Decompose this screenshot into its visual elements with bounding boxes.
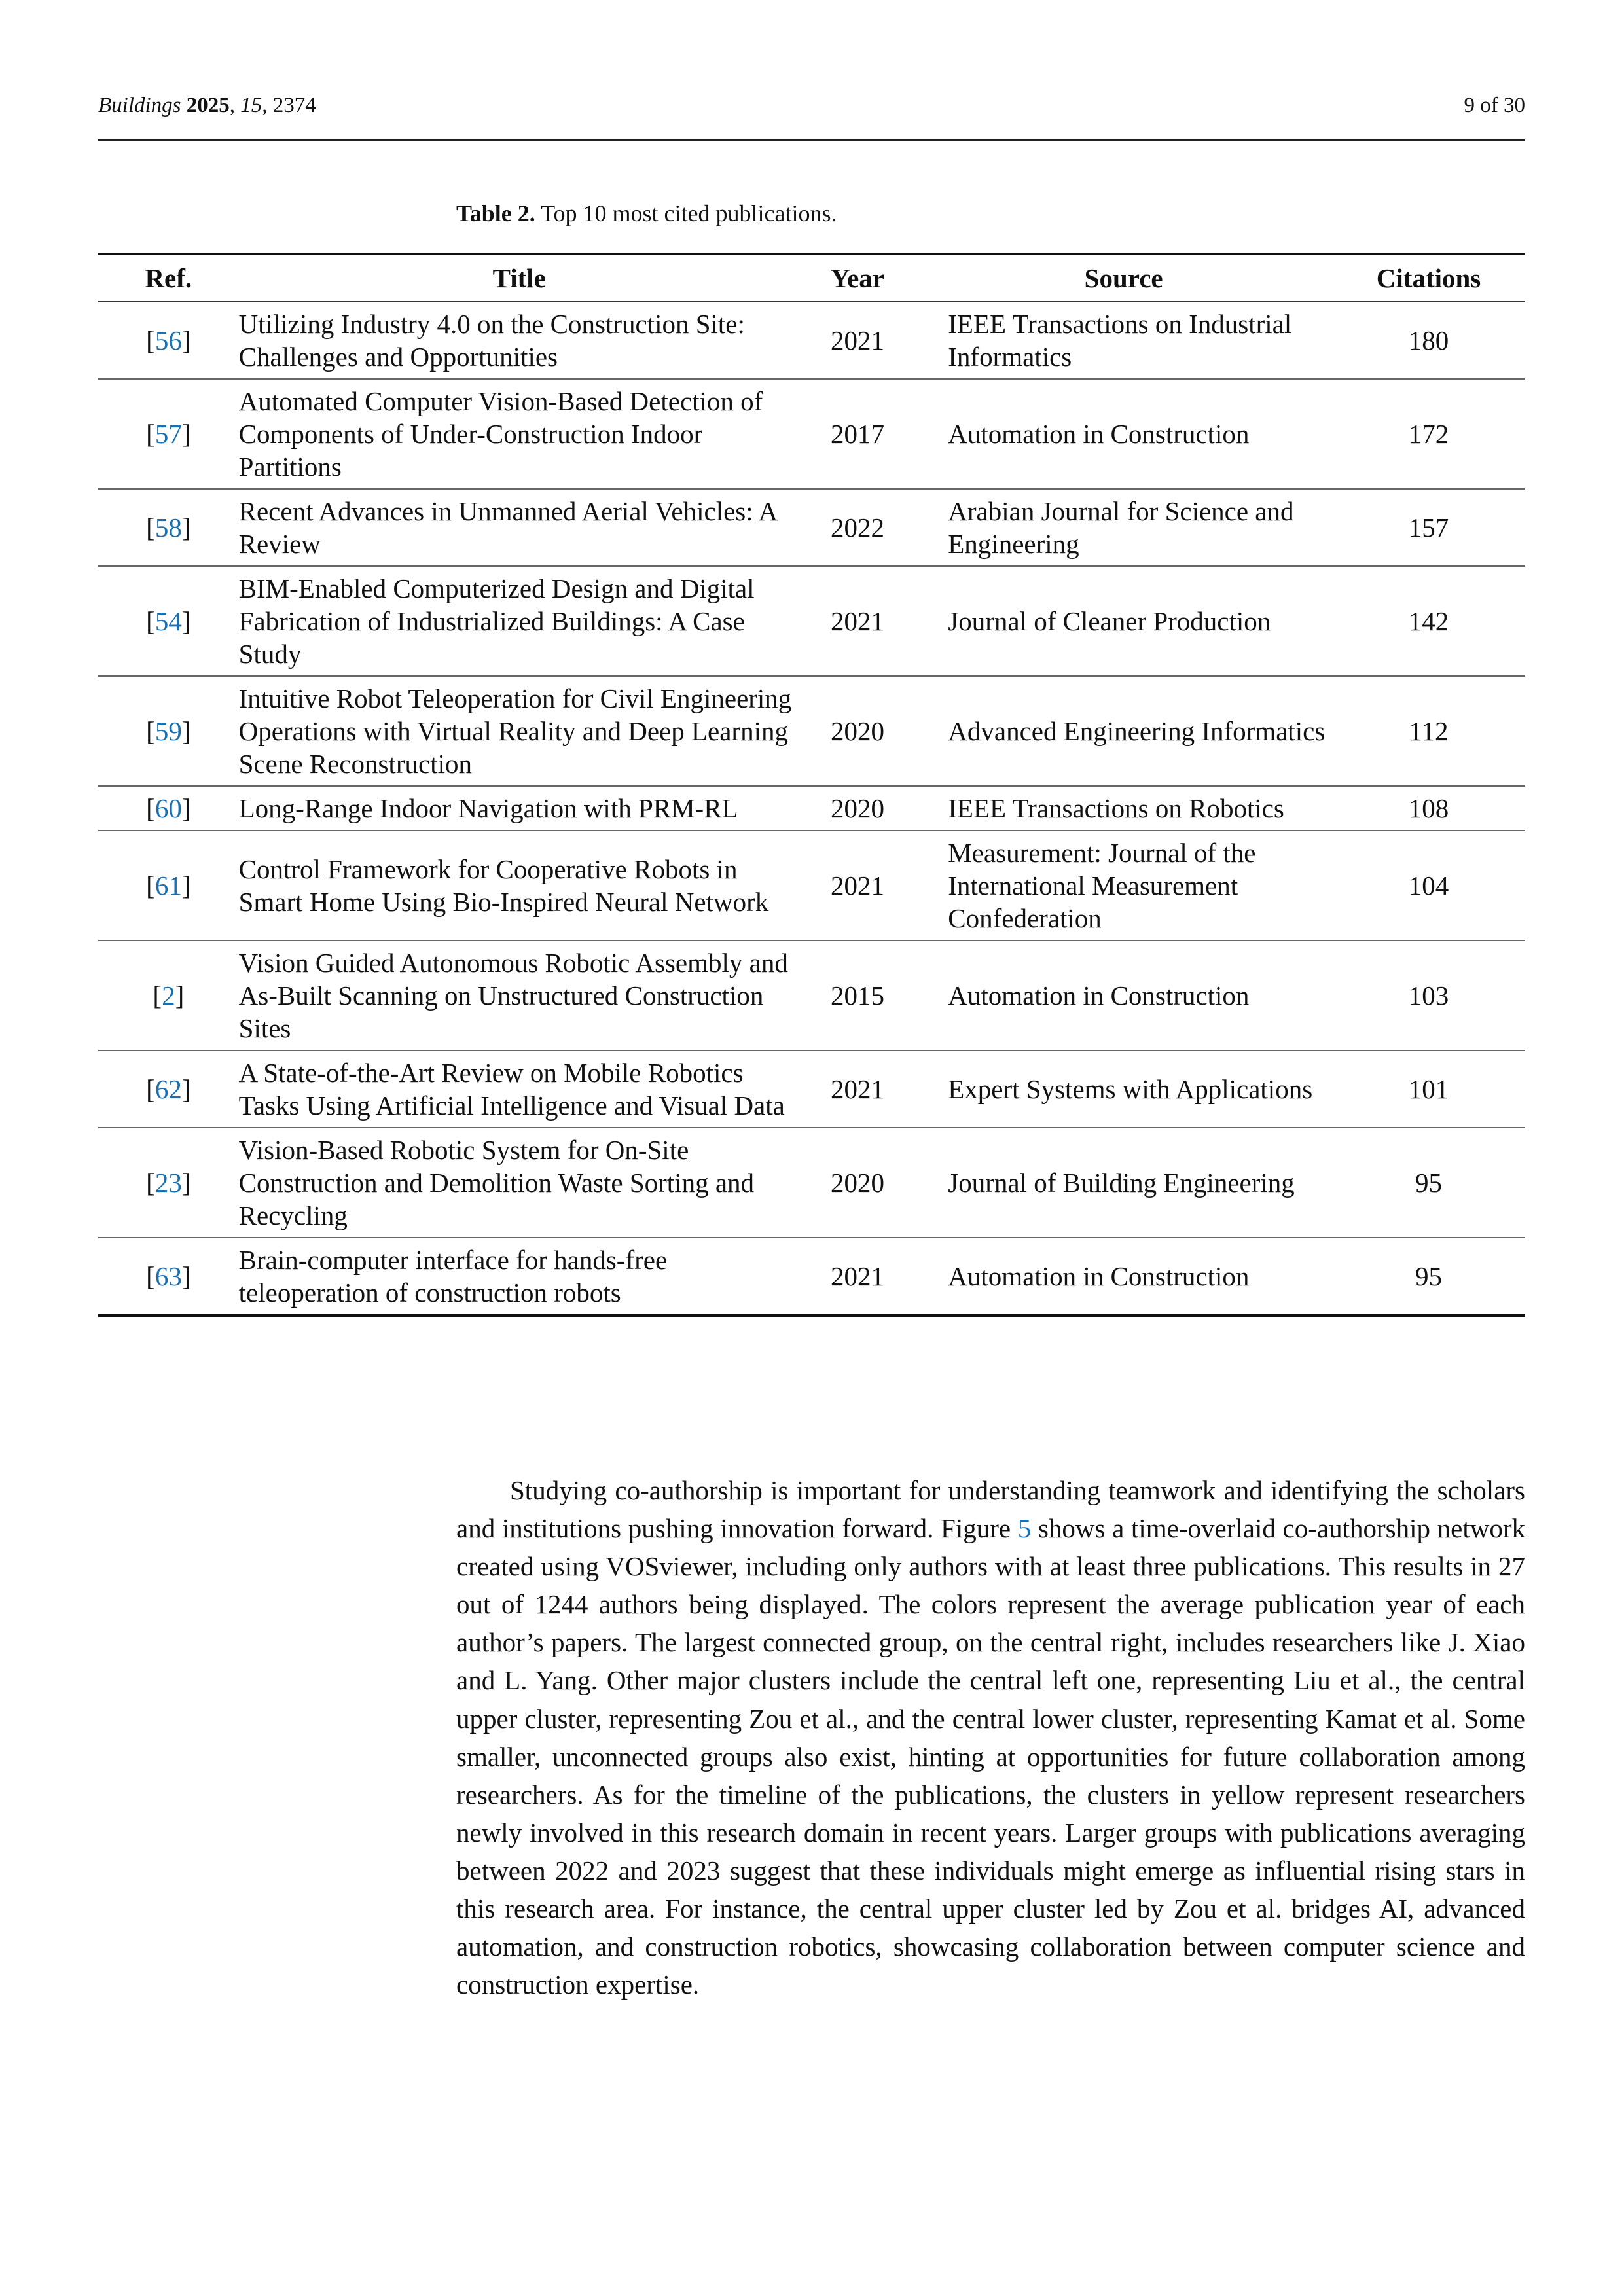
citations-cell: 180 bbox=[1408, 325, 1449, 355]
citations-cell: 95 bbox=[1415, 1261, 1443, 1291]
reference-link[interactable]: 23 bbox=[154, 1168, 182, 1198]
source-cell: IEEE Transactions on Robotics bbox=[948, 793, 1284, 823]
title-cell: Vision-Based Robotic System for On-Site Construction and Demolition Waste Sorting and Recycling bbox=[238, 1135, 755, 1230]
reference-link[interactable]: 59 bbox=[154, 716, 182, 746]
ref-cell: [61] bbox=[146, 870, 191, 901]
year-cell: 2020 bbox=[831, 716, 885, 746]
year-cell: 2021 bbox=[831, 606, 885, 636]
year-cell: 2021 bbox=[831, 1261, 885, 1291]
table-row bbox=[98, 566, 1525, 676]
journal-citation: Buildings 2025, 15, 2374 bbox=[98, 94, 316, 117]
table-row bbox=[98, 1050, 1525, 1128]
source-cell: Advanced Engineering Informatics bbox=[948, 716, 1326, 746]
ref-cell: [59] bbox=[146, 716, 191, 746]
year-cell: 2015 bbox=[831, 980, 885, 1011]
year-cell: 2021 bbox=[831, 1074, 885, 1104]
reference-link[interactable]: 58 bbox=[154, 512, 182, 543]
title-cell: Utilizing Industry 4.0 on the Construction Site: Challenges and Opportunities bbox=[238, 309, 745, 372]
cited-publications-table bbox=[98, 253, 1525, 1317]
title-cell: Recent Advances in Unmanned Aerial Vehicles: A Review bbox=[238, 496, 776, 559]
title-cell: Automated Computer Vision-Based Detection of Components of Under-Construction Indoor Partitions bbox=[238, 386, 763, 482]
reference-link[interactable]: 56 bbox=[154, 325, 182, 355]
ref-cell: [62] bbox=[146, 1074, 191, 1104]
table-row bbox=[98, 676, 1525, 786]
year-cell: 2022 bbox=[831, 512, 885, 543]
citations-cell: 108 bbox=[1408, 793, 1449, 823]
column-header-title: Title bbox=[492, 263, 546, 293]
table-caption-label: Table 2. bbox=[456, 200, 535, 226]
reference-link[interactable]: 54 bbox=[154, 606, 182, 636]
source-cell: Automation in Construction bbox=[948, 980, 1250, 1011]
journal-year: 2025 bbox=[186, 94, 230, 117]
ref-cell: [63] bbox=[146, 1261, 191, 1291]
source-cell: Arabian Journal for Science and Engineering bbox=[948, 496, 1294, 559]
source-cell: IEEE Transactions on Industrial Informatics bbox=[948, 309, 1292, 372]
table-row bbox=[98, 941, 1525, 1050]
column-header-year: Year bbox=[831, 263, 885, 293]
year-cell: 2020 bbox=[831, 1168, 885, 1198]
citations-cell: 101 bbox=[1408, 1074, 1449, 1104]
ref-cell: [57] bbox=[146, 419, 191, 449]
figure-link[interactable]: 5 bbox=[1017, 1513, 1032, 1544]
citations-cell: 142 bbox=[1408, 606, 1449, 636]
journal-name: Buildings bbox=[98, 94, 181, 117]
header-divider bbox=[98, 139, 1525, 141]
paragraph-text-start: Studying co-authorship is important for understanding teamwork and identifying the scholars and institutions pushing innovation forward. Figure bbox=[456, 1475, 1525, 1544]
source-cell: Journal of Cleaner Production bbox=[948, 606, 1271, 636]
column-header-source: Source bbox=[1084, 263, 1163, 293]
title-cell: Long-Range Indoor Navigation with PRM-RL bbox=[238, 793, 738, 823]
reference-link[interactable]: 57 bbox=[154, 419, 182, 449]
ref-cell: [56] bbox=[146, 325, 191, 355]
title-cell: A State-of-the-Art Review on Mobile Robotics Tasks Using Artificial Intelligence and Visual Data bbox=[238, 1058, 785, 1121]
year-cell: 2017 bbox=[831, 419, 885, 449]
ref-cell: [54] bbox=[146, 606, 191, 636]
year-cell: 2020 bbox=[831, 793, 885, 823]
citations-cell: 103 bbox=[1408, 980, 1449, 1011]
reference-link[interactable]: 61 bbox=[154, 870, 182, 901]
year-cell: 2021 bbox=[831, 870, 885, 901]
citations-cell: 95 bbox=[1415, 1168, 1443, 1198]
table-row bbox=[98, 302, 1525, 379]
table-row bbox=[98, 831, 1525, 941]
table-row bbox=[98, 489, 1525, 566]
body-paragraph bbox=[456, 1471, 1525, 2003]
title-cell: Intuitive Robot Teleoperation for Civil Engineering Operations with Virtual Reality and Deep Learning Scene Reconstruction bbox=[238, 683, 792, 779]
citations-cell: 104 bbox=[1408, 870, 1449, 901]
table-row bbox=[98, 379, 1525, 489]
source-cell: Measurement: Journal of the International Measurement Confederation bbox=[948, 838, 1256, 933]
table-row bbox=[98, 1128, 1525, 1238]
ref-cell: [58] bbox=[146, 512, 191, 543]
citations-cell: 112 bbox=[1409, 716, 1449, 746]
article-number: , 2374 bbox=[262, 94, 316, 117]
title-cell: BIM-Enabled Computerized Design and Digital Fabrication of Industrialized Buildings: A Case Study bbox=[238, 573, 755, 669]
table-caption-text: Top 10 most cited publications. bbox=[535, 200, 837, 226]
source-cell: Automation in Construction bbox=[948, 1261, 1250, 1291]
ref-cell: [2] bbox=[153, 980, 185, 1011]
title-cell: Vision Guided Autonomous Robotic Assembly and As-Built Scanning on Unstructured Construction Sites bbox=[238, 948, 788, 1043]
reference-link[interactable]: 63 bbox=[154, 1261, 182, 1291]
year-cell: 2021 bbox=[831, 325, 885, 355]
ref-cell: [23] bbox=[146, 1168, 191, 1198]
table-caption bbox=[456, 200, 837, 227]
table-row bbox=[98, 786, 1525, 831]
reference-link[interactable]: 62 bbox=[154, 1074, 182, 1104]
source-cell: Automation in Construction bbox=[948, 419, 1250, 449]
ref-cell: [60] bbox=[146, 793, 191, 823]
source-cell: Journal of Building Engineering bbox=[948, 1168, 1295, 1198]
table-row bbox=[98, 1238, 1525, 1316]
page-number: 9 of 30 bbox=[1464, 94, 1525, 117]
journal-volume: 15 bbox=[240, 94, 262, 117]
table-header-row bbox=[98, 254, 1525, 302]
citations-cell: 157 bbox=[1408, 512, 1449, 543]
citations-cell: 172 bbox=[1408, 419, 1449, 449]
title-cell: Control Framework for Cooperative Robots in Smart Home Using Bio-Inspired Neural Network bbox=[238, 854, 769, 917]
title-cell: Brain-computer interface for hands-free teleoperation of construction robots bbox=[238, 1245, 668, 1308]
column-header-ref: Ref. bbox=[145, 263, 192, 293]
reference-link[interactable]: 60 bbox=[154, 793, 182, 823]
paragraph-text-rest: shows a time-overlaid co-authorship network created using VOSviewer, including only authors with at least three publications. This results in 27 out of 1244 authors being displayed. The colors represent the average publication year of each author’s papers. The largest connected group, on the central right, includes researchers like J. Xiao and L. Yang. Other major clusters include the central left one, representing Liu et al., the central upper cluster, representing Zou et al., and the central lower cluster, representing Kamat et al. Some smaller, unconnected groups also exist, hinting at opportunities for future collaboration among researchers. As for the timeline of the publications, the clusters in yellow represent researchers newly involved in this research domain in recent years. Larger groups with publications averaging between 2022 and 2023 suggest that these individuals might emerge as influential rising stars in this research area. For instance, the central upper cluster led by Zou et al. bridges AI, advanced automation, and construction robotics, showcasing collaboration between computer science and construction expertise. bbox=[456, 1513, 1525, 2000]
source-cell: Expert Systems with Applications bbox=[948, 1074, 1313, 1104]
running-header bbox=[98, 94, 1525, 120]
column-header-citations: Citations bbox=[1376, 263, 1481, 293]
reference-link[interactable]: 2 bbox=[162, 980, 175, 1011]
